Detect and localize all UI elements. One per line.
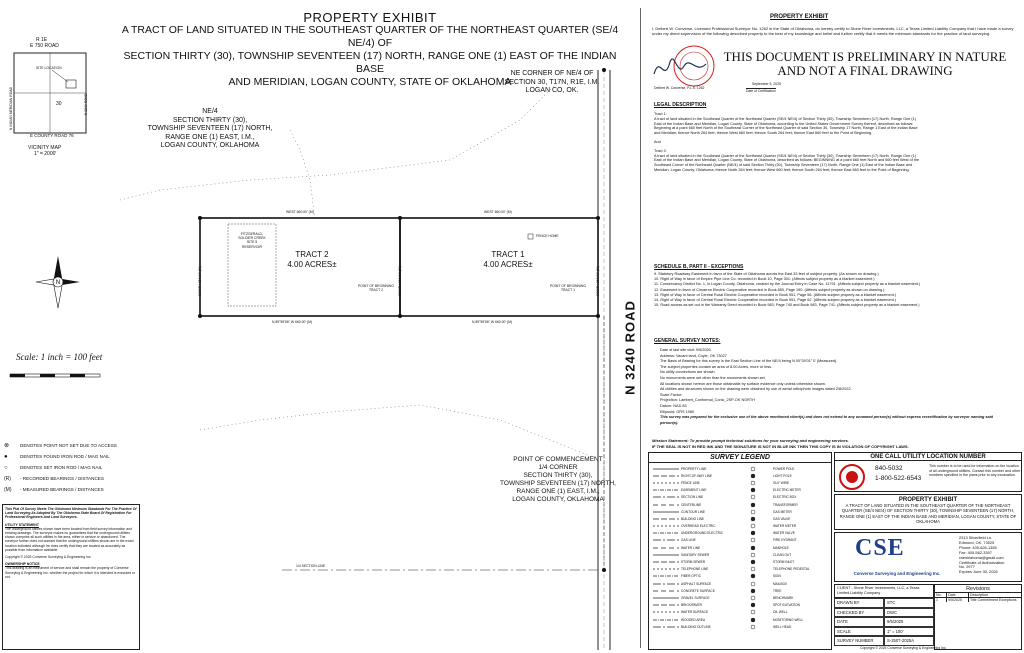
vicinity-scale: 1" = 2000' [34,151,57,157]
legend-item [651,544,741,551]
legend-item [743,558,831,565]
legend-symbol-icon [651,466,681,472]
legend-item [651,537,741,544]
legend-item-label: GAS METER [773,509,792,514]
legend-symbol-icon [651,545,681,551]
one-call-heading: ONE CALL UTILITY LOCATION NUMBER [835,453,1021,461]
legend-symbol-icon [651,588,681,594]
legend-item [743,465,831,472]
legend-item-label: SANITARY SEWER [681,552,710,557]
legend-item-label: SIGN [773,574,781,579]
table-row [935,598,1021,602]
legend-item [743,594,831,601]
company-fax: Fax: 405-562-3397 [959,549,992,555]
legend-item [651,494,741,501]
list-item: Address: Vacant land, Coyle, OK 73027 [660,353,727,358]
legend-symbol-icon [743,516,773,522]
legend-item-label: UNDERGROUND ELECTRIC [681,531,724,536]
legend-item-label: ELECTRIC METER [773,488,801,493]
rev-col-no: No. [935,593,947,597]
commencement-label: POINT OF COMMENCEMENT 1/4 CORNER SECTION THIRTY (30), TOWNSHIP SEVENTEEN (17) NORTH, RANGE ONE (1) EAST, I.M., LOGAN COUNTY, OKLAHOMA [500,456,616,503]
legend-symbol-icon [743,502,773,508]
legend-item-label: GUY WIRE [773,480,790,485]
legend-item-label: PROPERTY LINE [681,466,707,471]
scale-text: Scale: 1 inch = 100 feet [16,352,103,362]
legend-item-label: TELEPHONE PEDESTAL [773,567,810,572]
survey-number-value: S-2507-2025A [884,636,934,646]
vicinity-road-bottom: E COUNTY ROAD 76 [30,133,74,138]
reservoir-label: FITZGERALD- SOLDIER CREEK SITE 5 RESERVOIR [238,232,266,249]
notes-copyright: Copyright © 2025 Converse Surveying & Engineering Inc. [5,555,92,560]
legend-item [743,530,831,537]
legend-item [743,580,831,587]
bearing-bottom-right: N 89°59'56" W 660.00' (M) [472,320,513,324]
legend-item [651,501,741,508]
description-line-2: SECTION THIRTY (30), TOWNSHIP SEVENTEEN (17) NORTH, RANGE ONE (1) EAST OF THE INDIAN BASE [123,50,617,75]
legend-symbol-icon [651,609,681,615]
legend-item [651,587,741,594]
legend-item-label: MONITORING WELL [773,617,804,622]
list-item: The Basis of Bearing for this survey is the East Section Line of the NE/4 being N 00°00'01" E (Measured). [660,359,838,364]
legend-item [743,537,831,544]
legend-item-label: GRAVEL SURFACE [681,595,710,600]
legend-item [651,530,741,537]
rev-no: 1 [935,598,947,602]
legend-symbol-icon [651,473,681,479]
legend-symbol-icon [651,617,681,623]
legend-symbol-icon [651,566,681,572]
legend-symbol-icon [743,581,773,587]
ca-label: Certificate of Authorization [959,559,1005,565]
vicinity-road-right: N 3240 ROAD [83,93,88,116]
preliminary-warning: THIS DOCUMENT IS PRELIMINARY IN NATURE AND NOT A FINAL DRAWING [723,49,1007,78]
list-item: 14. Right of Way in favor of Central Rural Electric Cooperative recorded in Book 951, Page 62. (Affects subject property as a blanket easement.) [654,298,897,303]
rev-col-desc: Description [970,593,988,597]
legend-item-label: OIL WELL [773,610,788,615]
certificate-text: I, Delbert W. Converse, Licensed Professional Surveyor No. 1262 in the State of Oklahoma, do hereby certify to Stone River Investments, LLC, a Texas Limited Liability Company that I have made a survey under my direct supervision of the following described property to the best of my knowledge and belief and further certify that it meets the minimum standards for the practice of land surveying. [652,26,1014,36]
bearing-right: SOUTH 264.00' (M) [595,266,600,297]
legend-column-left [651,465,741,630]
vicinity-road-left: N INDIAN MERIDIAN ROAD [8,86,13,131]
legend-item-label: CONCRETE SURFACE [681,588,715,593]
legend-item [743,472,831,479]
revisions-heading: Revisions [935,585,1021,593]
legend-symbol-icon [743,545,773,551]
legend-item-label: ELECTRIC BOX [773,495,797,500]
right-panel-divider [640,8,641,648]
road-label-n3240: N 3240 ROAD [622,300,638,395]
legend-item [743,523,831,530]
legend-item-label: CENTERLINE [681,502,702,507]
survey-legend [648,452,832,650]
legend-item [651,573,741,580]
drawn-by-value: STC [884,598,934,608]
legend-item-label: STORM SEWER [681,560,706,565]
legend-symbol-icon [743,509,773,515]
legend-item [743,515,831,522]
legend-item [743,609,831,616]
legend-item [651,472,741,479]
legend-symbol-icon [743,537,773,543]
checked-by-value: DWC [884,608,934,618]
vicinity-range: R 1E [36,37,48,43]
legend-item-label: WATER VALVE [773,531,795,536]
legend-item [651,523,741,530]
bearing-top-right: WEST 660.00' (M) [484,210,512,214]
certification-date-label: Date of Certification [746,89,776,93]
vicinity-caption: VICINITY MAP [28,145,62,151]
legend-item [743,616,831,623]
legend-symbol-icon [743,466,773,472]
tract-2-text: A tract of land situated in the Southeast Quarter of the Northeast Quarter (SE/4 NE/4) of Section Thirty (30), Township Seventeen (17) North, Range One (1) East of the Indian Base and Meridian, Logan County, State of Oklahoma, described as follows: BEGINNING at a point 660 feet North and 660 feet West of the Southeast Corner of the Northeast Quarter (NE/4) of said Section Thirty (30), Township Seventeen (17) North, Range One (1) East of the Indian Base and Meridian, Logan County, Oklahoma; thence North 264 feet; thence West 660 feet; thence South 264 feet; thence East 660 feet to the Point of Beginning. [654,153,920,172]
list-item: Ellipsoid: GRS 1980 [660,409,694,414]
legend-item-label: WATER SURFACE [681,610,709,615]
legend-item [651,487,741,494]
tract-1-text: A tract of land situated in the Southeast Quarter of the Northeast Quarter (SE/4 NE/4) of Section Thirty (30), Township Seventeen (17) North, Range One (1) East of the Indian Base and Meridian, Logan County, State of Oklahoma, according to the United States Government Survey thereof, described as follows: Beginning at a point 660 feet North of the Southeast Corner of the Northeast Quarter of said Section 30, Township 17 North, Range 1 East of the Indian Base and Meridian; thence North 264 feet; thence West 660 feet; thence South 264 feet; thence East 660 feet to the Point of Beginning. [654,116,918,136]
list-item: 9. Statutory Roadway Easement in favor of the State of Oklahoma across the East 33 feet of subject property. (As shown on drawing.) [654,272,879,276]
okie-logo-icon [838,463,866,491]
legend-item-label: WATER LINE [681,545,701,550]
legend-item [743,479,831,486]
legend-symbol-icon [651,487,681,493]
svg-text:N: N [55,280,61,286]
tract-1-heading: Tract 1: [654,112,667,116]
fence-home-label: FENCE HOME [536,234,559,238]
title-block-text: A TRACT OF LAND SITUATED IN THE SOUTHEAST QUARTER OF THE NORTHEAST QUARTER (SE/4 NE/4) OF SECTION THIRTY (30), TOWNSHIP SEVENTEEN (17) NORTH, RANGE ONE (1) EAST OF THE INDIAN BASE AND MERIDIAN, LOGAN COUNTY, STATE OF OKLAHOMA [839,503,1017,525]
one-call-box [834,452,1022,492]
scale-value: 1" = 100' [884,627,934,637]
list-item: Date of last site visit: 9/5/2025 [660,348,711,352]
legend-symbol-icon [651,530,681,536]
list-item: 11. Conservancy District No. 1, in Logan County, Oklahoma, created by the Journal Entry in Case No. 11791. (Affects subject property as a blanket easement.) [654,282,921,287]
legend-symbol-icon [651,595,681,601]
legend-item-label: TRANSFORMER [773,502,798,507]
mission-statement: Mission Statement: To provide prompt technical solutions for your surveying and engineering services. [652,438,849,443]
survey-legend-heading: SURVEY LEGEND [649,453,831,463]
legend-symbol-icon [651,581,681,587]
pob-tract-1-label: POINT OF BEGINNING TRACT 1 [550,284,586,293]
legend-item-label: MAILBOX [773,581,788,586]
legend-item [743,587,831,594]
legend-item-label: BRICK/PAVER [681,603,702,608]
list-item: Datum: NAD 83 [660,403,687,408]
legend-item-label: POWER POLE [773,466,795,471]
legend-item-label: OVERHEAD ELECTRIC [681,524,716,529]
legend-item-label: WOODED AREA [681,617,706,622]
company-phone: Phone: 405-626-1355 [959,544,997,550]
list-item: No monuments were set other than the monuments shown set. [660,375,766,380]
legend-item-label: LIGHT POLE [773,473,792,478]
list-item: 13. Right of Way in favor of Central Rural Electric Cooperative recorded in Book 951, Page 56. (Affects subject property as a blanket easement.) [654,292,897,297]
list-item: 15. Road access as set out in the Warranty Deed recorded in Book 983, Page 740 and Book 983, Page 741. (Affects subject property as a blanket easement.) [654,303,920,308]
one-call-text: This number is to be used for information on the location of all underground utilities. Contact this number and other numbers specified in the plans prior to any excavation. [929,464,1021,477]
footer-copyright: Copyright © 2025 Converse Surveying & Engineering Inc. [860,646,947,650]
list-item: 10. Right of Way in favor of Empire Pipe Line Co. recorded in Book 10, Page 301. (Affects subject property as a blanket easement.) [654,277,875,282]
legend-item [743,573,831,580]
symbol-text: - MEASURED BEARINGS / DISTANCES [20,486,104,492]
symbol-icon: (R) [4,475,11,482]
general-notes-heading: GENERAL SURVEY NOTES: [654,338,721,344]
rev-date: 9/5/2025 [947,598,969,602]
legend-item-label: BUILDING LINE [681,516,705,521]
legend-item [743,623,831,630]
ownership-title: OWNERSHIP NOTICE [5,562,40,567]
legend-item [743,551,831,558]
title-block [834,494,1022,530]
legend-symbol-icon [743,552,773,558]
legend-item [651,623,741,630]
legend-item [651,479,741,486]
one-call-phone-2: 1-800-522-6543 [875,475,922,482]
legend-item-label: EASEMENT LINE [681,488,707,493]
legend-symbol-icon [651,516,681,522]
legend-symbol-icon [743,595,773,601]
legend-symbol-icon [743,609,773,615]
company-email: cseoklahoma@gmail.com [959,554,1004,560]
list-item: 12. Easement in favor of Cimarron Electric Cooperative recorded in Book 850, Page 190. (Affects subject property as shown on drawing.) [654,287,885,292]
legend-item-label: GAS LINE [681,538,696,543]
list-item: Projection: Lambert_Conformal_Conic_2SP-OK NORTH [660,398,755,403]
pob-tract-2-label: POINT OF BEGINNING TRACT 2 [358,284,394,293]
legend-symbol-icon [651,523,681,529]
legend-symbol-icon [651,494,681,500]
page-title: PROPERTY EXHIBIT [303,10,437,25]
legend-symbol-icon [743,602,773,608]
legend-symbol-icon [651,573,681,579]
description-line-1: A TRACT OF LAND SITUATED IN THE SOUTHEAST QUARTER OF THE NORTHEAST QUARTER (SE/4 NE/4) OF [121,24,619,49]
legend-symbol-icon [743,523,773,529]
legend-item [651,616,741,623]
rev-desc: Title Commitment Exceptions [970,598,1017,602]
legend-item [743,487,831,494]
legend-item-label: FENCE LINE [681,480,700,485]
schedule-b-heading: SCHEDULE B, PART II - EXCEPTIONS [654,264,744,270]
list-item: All utilities and structures shown on the drawing were obtained by use of aerial orthophoto images dated 2/8/2022. [660,387,852,392]
legal-description-heading: LEGAL DESCRIPTION [654,102,707,108]
legend-item [651,609,741,616]
legend-symbol-icon [743,487,773,493]
and-label: And [654,139,661,144]
drawn-by-label: DRAWN BY [834,598,884,608]
utility-text: The underground utilities shown have been located from field survey information and existing drawings. The surveyor makes no guarantees that the underground utilities shown comprise all such utilities in the area, either in service or abandoned. The surveyor further does not warrant that the underground utilities shown are in the exact location indicated although he does certify that they are located as accurately as possible from information available. [5,526,134,552]
legend-item-label: SPOT ELEVATION [773,603,800,608]
description-line-3: AND MERIDIAN, LOGAN COUNTY, STATE OF OKLAHOMA [228,76,512,88]
ca-expires: Expires June 30, 2026 [959,569,998,575]
address-line-2: Edmond, OK. 73025 [959,539,995,545]
company-block [834,532,1022,582]
symbol-legend [4,440,144,495]
legend-symbol-icon [743,566,773,572]
legend-symbol-icon [743,617,773,623]
legend-item-label: GAS VALVE [773,516,791,521]
symbol-text: DENOTES POINT NOT SET DUE TO ACCESS [20,442,117,448]
list-item: No utility connections are shown. [660,370,716,375]
symbol-icon: ○ [4,464,8,471]
general-notes-list [660,348,1010,426]
legend-column-right [743,465,831,630]
section-line-label: 1/4 SECTION LINE [296,564,326,568]
vicinity-road-top: E 750 ROAD [30,43,59,49]
legend-item-label: TREE [773,588,782,593]
legend-item-label: TELEPHONE LINE [681,567,709,572]
legend-symbol-icon [743,473,773,479]
legend-item-label: BENCHMARK [773,595,794,600]
legend-item [651,558,741,565]
bearing-left: SOUTH 264.00' (M) [197,266,202,297]
tract-2-heading: Tract 2: [654,148,667,153]
legend-item [743,494,831,501]
ownership-text: This drawing is an instrument of service and shall remain the property of Converse Surveying & Engineering Inc. whether the project for which it is intended is executed or not. [5,566,136,579]
list-item: This survey was prepared for the exclusive use of the above mentioned client(s) and does not extend to any unnamed person(s) without express recertification by surveyor naming said person(s). [660,415,993,425]
notes-box [2,504,140,650]
legend-item-label: MANHOLE [773,545,789,550]
address-line-1: 2313 Silverfield Ln. [959,535,993,540]
standards-statement: This Plat Of Survey Meets The Oklahoma Minimum Standards For The Practice Of Land Surveying As Adopted By The Oklahoma State Board Of Registration For Professional Engineers And Land Surveyors. [5,507,137,520]
legend-symbol-icon [651,552,681,558]
legend-item [651,551,741,558]
legend-symbol-icon [651,624,681,630]
revisions-box [934,584,1022,650]
legend-symbol-icon [651,509,681,515]
legend-symbol-icon [743,494,773,500]
company-contact [959,536,1021,575]
legend-item-label: FIRE HYDRANT [773,538,797,543]
tract-1-label: TRACT 1 4.00 ACRES± [483,250,533,269]
company-logo: CSE [855,535,905,561]
ne-corner-label: NE CORNER OF NE/4 OF SECTION 30, T17N, R1E, I.M. LOGAN CO, OK. [504,70,600,94]
surveyor-name: Delbert W. Converse, P.L.S. 1262 [654,86,705,90]
title-block-heading: PROPERTY EXHIBIT [898,497,958,503]
symbol-text: - RECORDED BEARINGS / DISTANCES [20,475,104,481]
survey-number-label: SURVEY NUMBER [834,636,884,646]
legend-item-label: RIGHT-OF-WAY LINE [681,473,713,478]
legal-description [654,112,924,173]
legend-item [743,508,831,515]
date-value: 9/5/2025 [884,617,934,627]
legend-symbol-icon [651,537,681,543]
legend-symbol-icon [651,559,681,565]
vicinity-section-no: 30 [56,101,62,107]
legend-item [743,544,831,551]
symbol-icon: ● [4,453,8,460]
legend-item [651,465,741,472]
date-label: DATE [834,617,884,627]
legend-item-label: STORM INLET [773,560,795,565]
legend-symbol-icon [651,602,681,608]
legend-symbol-icon [743,480,773,486]
ne4-label: NE/4 SECTION THIRTY (30), TOWNSHIP SEVENTEEN (17) NORTH, RANGE ONE (1) EAST, I.M., LOGAN COUNTY, OKLAHOMA [147,108,273,149]
legend-item [743,566,831,573]
scale-label: SCALE [834,627,884,637]
legend-item [743,602,831,609]
certification-date: September 5, 2025 [752,82,781,86]
schedule-b-list [654,272,1020,308]
legend-symbol-icon [743,588,773,594]
certificate-heading: PROPERTY EXHIBIT [770,14,829,20]
list-item: The subject properties contain an area of 8.00 Acres, more or less. [660,364,773,369]
legend-symbol-icon [743,624,773,630]
legend-item-label: WELL HEAD [773,624,792,629]
legend-item [651,515,741,522]
tract-2-label: TRACT 2 4.00 ACRES± [287,250,337,269]
legend-item-label: WATER METER [773,524,797,529]
legend-symbol-icon [651,502,681,508]
utility-title: UTILITY STATEMENT [5,522,39,527]
symbol-icon: ⊗ [4,442,10,449]
legend-symbol-icon [651,480,681,486]
company-name: Converse Surveying and Engineering Inc. [853,571,941,576]
list-item: All locations shown hereon are those obtainable by surface evidence only unless otherwise shown. [660,381,826,386]
legend-item [743,501,831,508]
vicinity-site-label: SITE LOCATION [36,66,62,70]
legend-symbol-icon [743,530,773,536]
rev-col-date: Date [947,593,969,597]
legend-item-label: ASPHALT SURFACE [681,581,712,586]
legend-item [651,594,741,601]
list-item: Scale Factor: [660,392,683,397]
symbol-text: DENOTES FOUND IRON ROD / MAG NAIL [20,453,110,459]
legend-item-label: BUILDING OUTLINE [681,624,711,629]
legend-item [651,602,741,609]
checked-by-label: CHECKED BY [834,608,884,618]
one-call-phone-1: 840-5032 [875,465,903,472]
symbol-text: DENOTES SET IRON ROD / MAG NAIL [20,464,103,470]
legend-symbol-icon [743,559,773,565]
legend-item-label: CONTOUR LINE [681,509,706,514]
ca-number: No. 2977 [959,564,975,570]
client-box: CLIENT - Stone River Investments, LLC, a Texas Limited Liability Company [834,584,934,598]
seal-warning: IF THE SEAL IS NOT IN RED INK AND THE SIGNATURE IS NOT IN BLUE INK THEN THIS COPY IS IN VIOLATION OF COPYRIGHT LAWS. [652,444,909,449]
legend-item [651,580,741,587]
legend-item-label: CLEAN OUT [773,552,792,557]
legend-symbol-icon [743,573,773,579]
legend-item-label: FIBER OPTIC [681,574,702,579]
bearing-mid: SOUTH 264.00' (M) [397,266,402,297]
legend-item-label: SECTION LINE [681,495,704,500]
legend-item [651,566,741,573]
symbol-icon: (M) [4,486,12,493]
drawing-info [834,598,934,646]
legend-item [651,508,741,515]
bearing-top-left: WEST 660.00' (M) [286,210,314,214]
bearing-bottom-left: N 89°59'56" W 660.00' (M) [272,320,313,324]
